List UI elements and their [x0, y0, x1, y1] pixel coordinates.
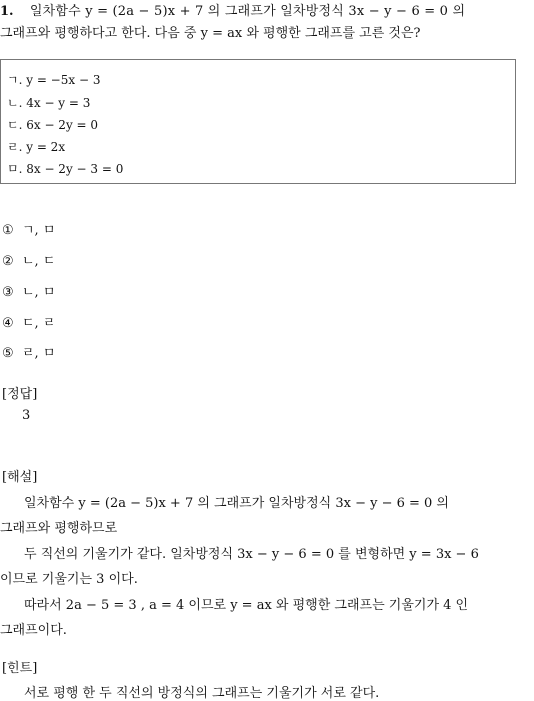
- explanation-p3-line2: 그래프이다.: [0, 623, 67, 638]
- choice-4-marker: ④: [2, 316, 14, 331]
- box-item-3: ㄷ. 6x − 2y = 0: [7, 118, 99, 132]
- explanation-p1-line1: 일차함수 y = (2a − 5)x + 7 의 그래프가 일차방정식 3x − y − 6 = 0 의: [24, 496, 449, 511]
- answer-label: [정답]: [2, 387, 38, 402]
- box-item-2: ㄴ. 4x − y = 3: [7, 96, 91, 110]
- choice-2-text: ㄴ, ㄷ: [22, 254, 56, 269]
- choice-5-marker: ⑤: [2, 346, 14, 361]
- choice-3-marker: ③: [2, 285, 14, 300]
- choice-5[interactable]: [2, 342, 55, 361]
- hint-text: 서로 평행 한 두 직선의 방정식의 그래프는 기울기가 서로 같다.: [24, 686, 380, 701]
- choice-1[interactable]: [2, 219, 55, 238]
- explanation-p1-line2: 그래프와 평행하므로: [0, 521, 118, 536]
- box-item-1: ㄱ. y = −5x − 3: [7, 73, 101, 87]
- question-stem-line-2: [0, 22, 534, 41]
- choice-2-marker: ②: [2, 254, 14, 269]
- choice-4[interactable]: [2, 312, 55, 331]
- answer-value: 3: [22, 408, 31, 423]
- choice-5-text: ㄹ, ㅁ: [22, 346, 56, 361]
- option-box: [0, 59, 516, 184]
- choice-1-marker: ①: [2, 223, 14, 238]
- choice-1-text: ㄱ, ㅁ: [22, 223, 56, 238]
- explanation-p2-line1: 두 직선의 기울기가 같다. 일차방정식 3x − y − 6 = 0 를 변형하면 y = 3x − 6: [24, 547, 479, 562]
- question-stem-line-1: [0, 0, 534, 19]
- question-stem-text-2: 그래프와 평행하다고 한다. 다음 중 y = ax 와 평행한 그래프를 고른 것은?: [0, 26, 421, 41]
- choice-4-text: ㄷ, ㄹ: [22, 316, 56, 331]
- choice-3-text: ㄴ, ㅁ: [22, 285, 56, 300]
- hint-label: [힌트]: [2, 661, 38, 676]
- explanation-p3-line1: 따라서 2a − 5 = 3 , a = 4 이므로 y = ax 와 평행한 그래프는 기울기가 4 인: [24, 598, 469, 613]
- choice-3[interactable]: [2, 281, 55, 300]
- explanation-label: [해설]: [2, 470, 38, 485]
- question-stem-text-1: 일차함수 y = (2a − 5)x + 7 의 그래프가 일차방정식 3x − y − 6 = 0 의: [29, 4, 466, 19]
- question-number: 1.: [0, 4, 14, 19]
- explanation-p2-line2: 이므로 기울기는 3 이다.: [0, 572, 138, 587]
- box-item-5: ㅁ. 8x − 2y − 3 = 0: [7, 162, 124, 176]
- choice-2[interactable]: [2, 250, 55, 269]
- box-item-4: ㄹ. y = 2x: [7, 140, 66, 154]
